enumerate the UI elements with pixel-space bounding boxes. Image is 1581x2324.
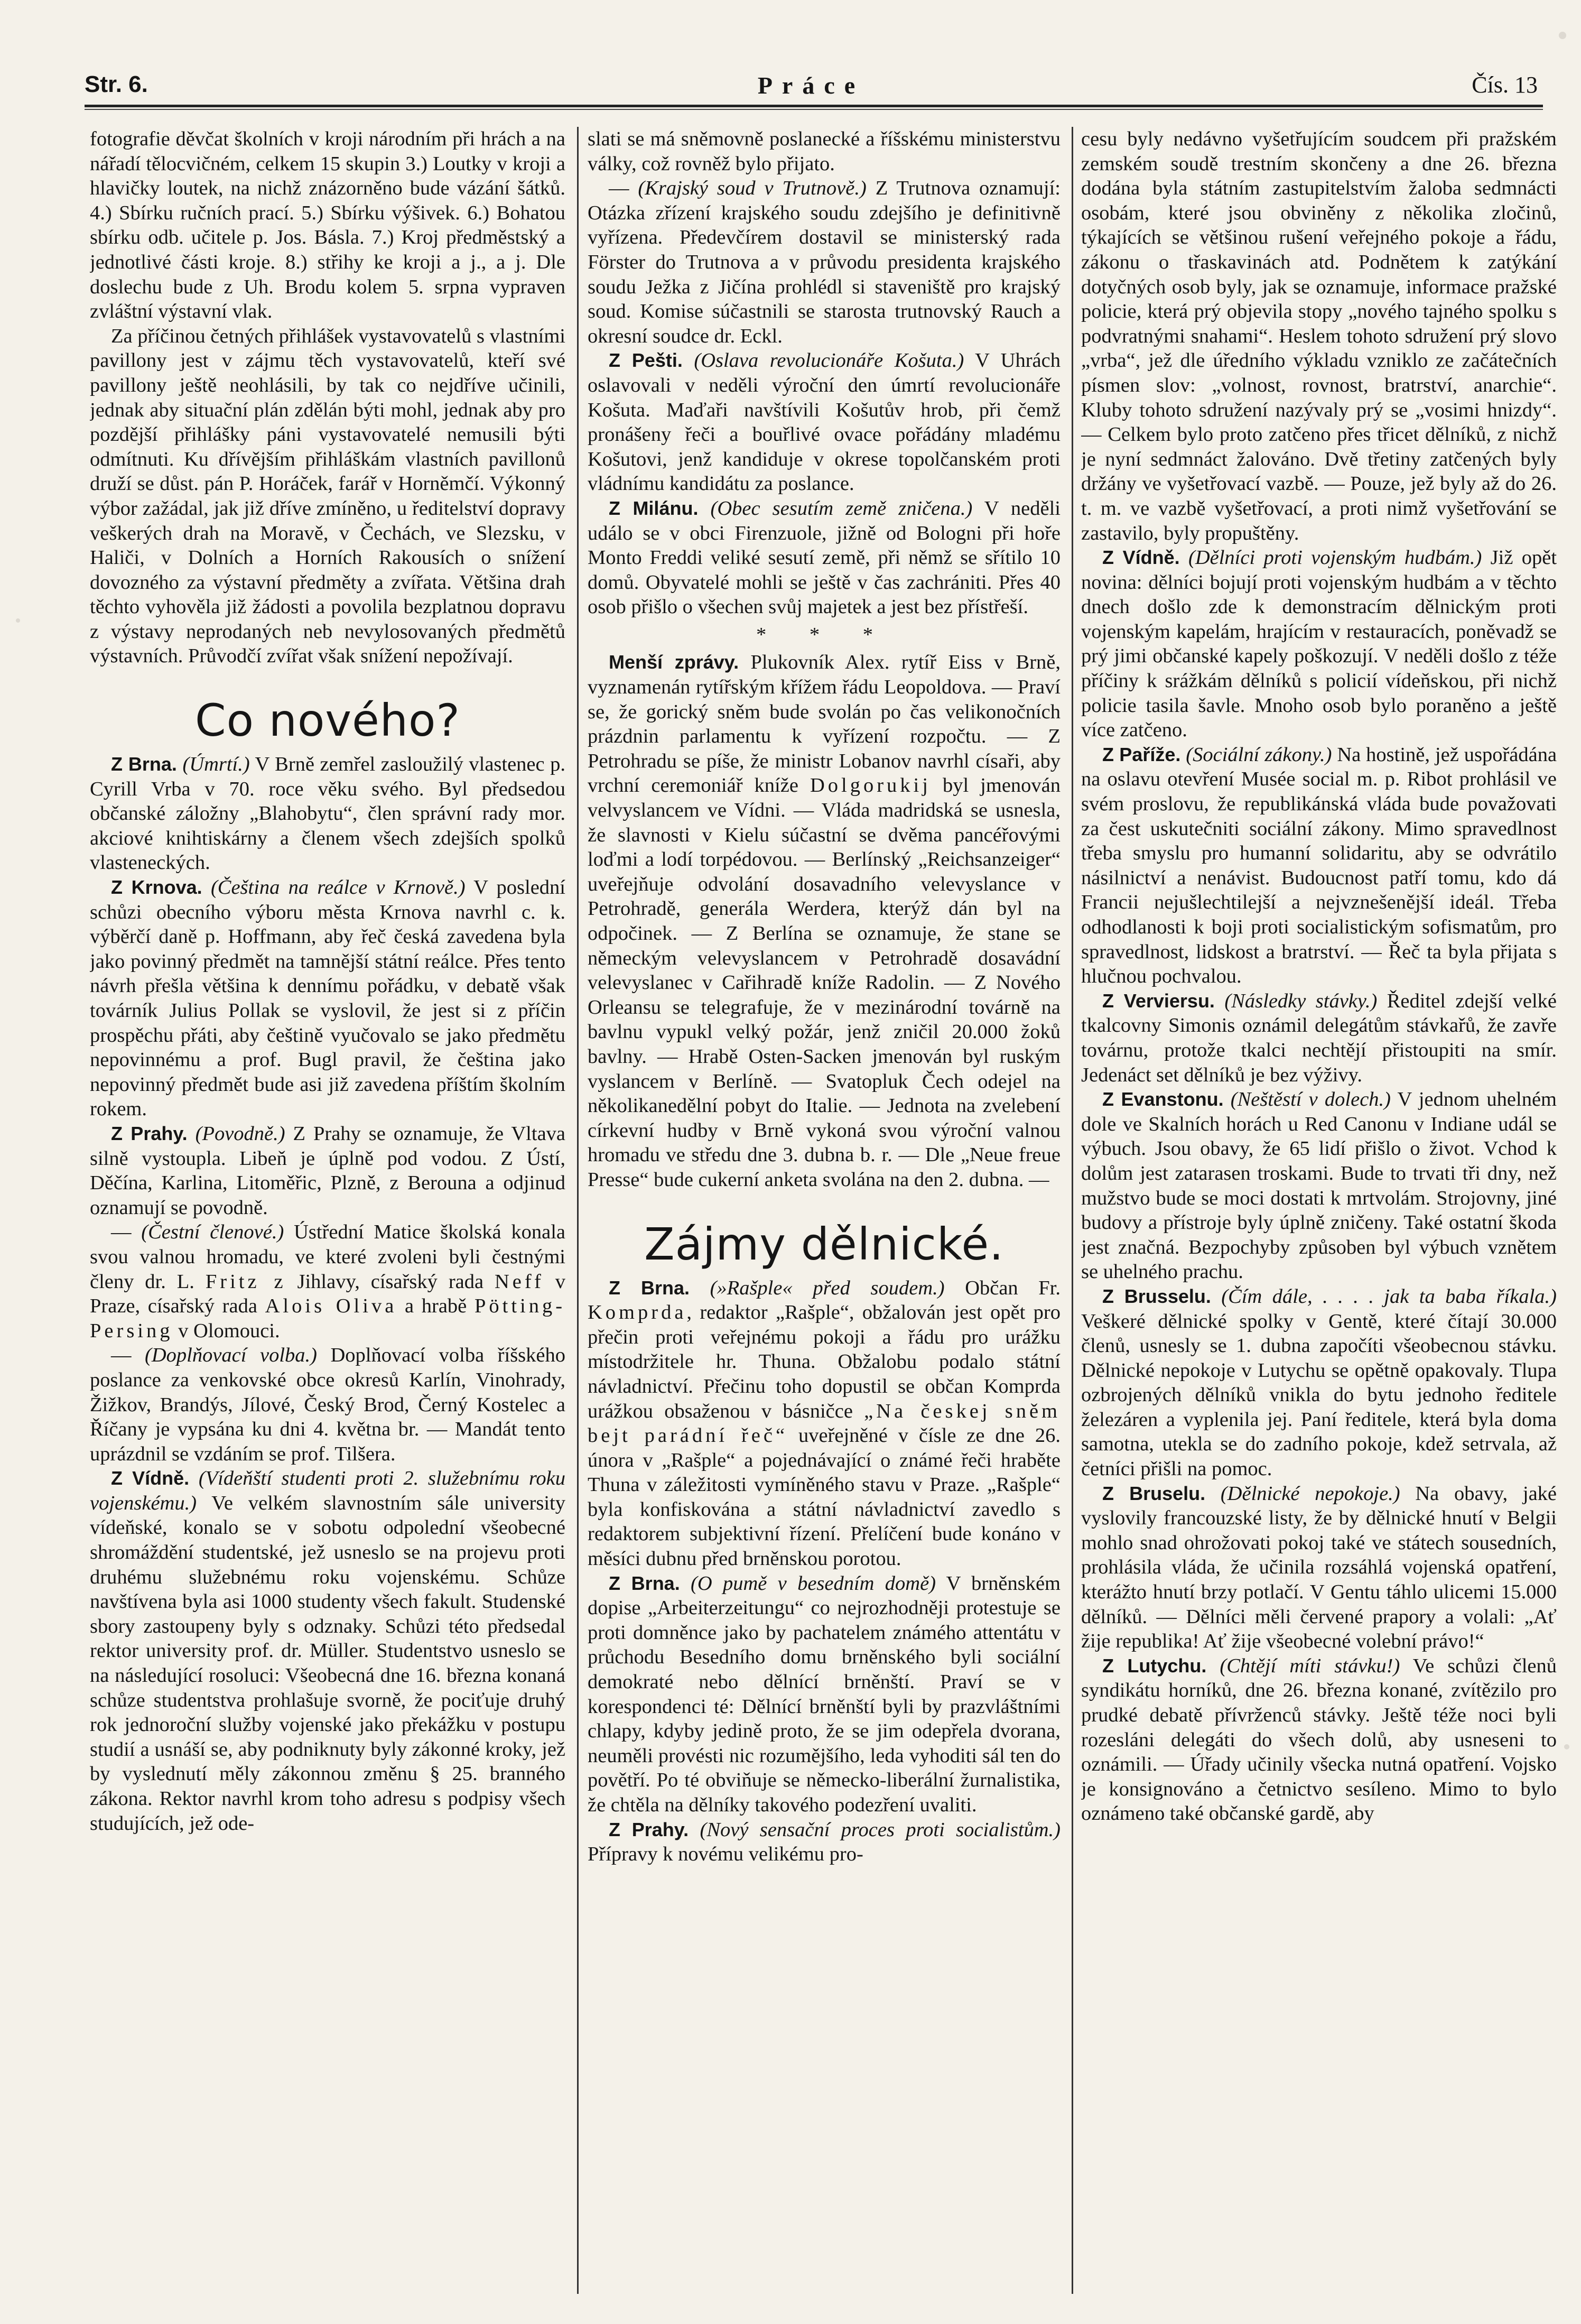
dateline: Z Pešti. [609, 349, 683, 372]
spaced-quote: „Na českej sněm bejt parádní řeč“ [588, 1400, 1061, 1447]
column-divider [1072, 127, 1073, 2294]
dateline: Z Milánu. [609, 497, 699, 519]
news-item: — (Doplňovací volba.) Doplňovací volba říšského poslance za venkovské obce okresů Karlín, Vinohrady, Žižkov, Brandýs, Jílové, Český Brod, Černý Kostelec a Říčany je vypsána ku dni 4. května br. — Mandát tento uprázdnil se vzdáním se prof. Tilšera. [90, 1344, 565, 1465]
news-item [90, 752, 565, 875]
news-item: — (Krajský soud v Trutnově.) Z Trutnova oznamují: Otázka zřízení krajského soudu zdejšího je definitivně vyřízena. Předevčírem dostavil se ministerský rada Förster do Trutnova a v průvodu presidenta krajského soudu Ježka z Jičína prohlédl si staveniště pro krajský soud. Komise súčastnili se starosta trutnovský Rauch a okresní soudce dr. Eckl. [588, 177, 1061, 347]
item-title: (Povodně.) [195, 1122, 285, 1145]
news-item [588, 1818, 1061, 1867]
section-heading: Zájmy dělnické. [644, 1218, 1004, 1270]
dateline: Z Brna. [609, 1276, 690, 1299]
page-header [85, 71, 1538, 108]
item-text: V poslední schůzi obecního výboru města Krnova navrhl c. k. výběrčí daně p. Hoffmann, aby řeč česká zavedena byla jako povinný předmět na tamnější státní reálce. Přes tento návrh přešla většina k dennímu pořádku, v debatě však továrník Julius Pollak se vyslovil, že jest si z příčin prospěchu přáti, aby češtině vyučovalo se jako předmětu nepovinnému a prof. Bugl pravil, že čeština jako nepovinný předmět bude asi již zavedena příštím školním rokem. [90, 876, 565, 1121]
item-title: (Úmrtí.) [182, 753, 250, 776]
dateline: Z Krnova. [111, 876, 202, 899]
item-text: Na hostině, jež uspořádána na oslavu otevření Musée social m. p. Ribot prohlásil ve svém proslovu, že republikánská vláda bude považovati za čest uskutečniti sociální zákony. Mimo spravedlnost třeba smyslu pro humanní solidaritu, aby se odvrátilo násilnictví a nenávist. Budoucnost patří tomu, kdo dá Francii nejušlechtilejší a nejvznešenější ideál. Třeba odhodlanosti k boji proti socialistickým sofismatům, pro spravedlnost, lidskost a bratrství. — Řeč ta byla přijata s hlučnou pochvalou. [1081, 743, 1557, 988]
column-1 [90, 127, 565, 2299]
column-3 [1081, 127, 1557, 2299]
news-item [90, 1122, 565, 1220]
dateline: Z Lutychu. [1102, 1654, 1207, 1677]
item-text: Již opět novina: dělníci bojují proti vojenským hudbám a v těchto dnech došlo zde k demonstracím dělnickým proti vojenským kapelám, hrajícím v restauracích, poněvadž se prý jimi občanské kapely poškozují. V neděli došlo z téže příčiny k srážkám dělníků s policií vídeňskou, při nichž policie tasila šavle. Mnoho osob bylo poraněno a ještě více zatčeno. [1081, 547, 1557, 742]
item-text: Přípravy k novému velikému pro- [588, 1843, 863, 1866]
item-title: (Oslava revolucionáře Košuta.) [694, 349, 964, 372]
item-text: v Olomouci. [178, 1319, 280, 1342]
news-item [1081, 1654, 1557, 1826]
item-text: uveřejněné v čísle ze dne 26. února v „Rašple“ a pojednávající o známé řeči hraběte Thuna v záležitosti vymíněného stavu v Praze. „Rašple“ byla konfiskována a státní návladnictví zavedlo s redaktorem subjektivní řízení. Přelíčení bude konáno v měsíci dubnu před brněnskou porotou. [588, 1424, 1061, 1570]
print-speck [1564, 1744, 1569, 1749]
item-title: (Čestní členové.) [141, 1221, 284, 1244]
item-text: Ve velkém slavnostním sále university vídeňské, konalo se v sobotu odpolední všeobecné shromáždění studentské, jež usneslo se na projevu proti druhému služebnému roku vojenskému. Schůze navštívena byla asi 1000 studenty všech fakult. Studenské sbory zastoupeny byly s odznaky. Schůzi této předsedal rektor university prof. dr. Müller. Studentstvo usneslo se na následující rosoluci: Všeobecná dne 16. března konaná schůze studentstva prohlašuje svorně, že pociťuje druhý rok jednoroční služby vojenské jako překážku v postupu studií a usnáší se, aby podniknuty byly zákonné kroky, jež by vyslednutí měly zákonnou změnu § 25. branného zákona. Rektor navrhl krom toho adresu s podpisy všech studujících, jež ode- [90, 1492, 565, 1835]
news-item [588, 650, 1061, 1192]
dateline: Z Bruselu. [1102, 1482, 1206, 1504]
news-item [90, 875, 565, 1122]
separator-stars: * * * [756, 623, 892, 646]
news-item: — (Čestní členové.) Ústřední Matice školská konala svou valnou hromadu, ve které zvoleni byli čestnými členy dr. L. Fritz z Jihlavy, císařský rada Neff v Praze, císařský rada Alois Oliva a hrabě Pötting-Persing v Olomouci. [90, 1221, 565, 1342]
spaced-name: Pötting-Persing [90, 1295, 565, 1342]
news-item [1081, 989, 1557, 1087]
item-text: Veškeré dělnické spolky v Gentě, které čítají 30.000 členů, usnesly se 1. dubna započíti všeobecnou stávku. Dělnické nepokoje v Lutychu se opětně opakovaly. Tlupa ozbrojených dělníků vnikla do bytu jednoho ředitele železáren a vyplenila jej. Paní ředitele, která byla doma samotna, utekla se do zadního pokoje, kdež setrvala, až četníci přišli na pomoc. [1081, 1310, 1557, 1480]
item-text: Ve schůzi členů syndikátu horníků, dne 26. března konané, zvítězilo pro prudké debatě přívrženců stávky. Ještě téže noci byli rozesláni delegáti do všech dolů, aby usneseni to oznámili. — Úřady učinily všecka nutná opatření. Vojsko je konsignováno a četnictvo sesíleno. Mimo to bylo oznámeno také občanské gardě, aby [1081, 1654, 1557, 1825]
print-speck [1559, 32, 1566, 39]
item-text: Doplňovací volba říšského poslance za venkovské obce okresů Karlín, Vinohrady, Žižkov, Brandýs, Jílové, Český Brod, Černý Kostelec a Říčany je vypsána ku dni 4. května br. — Mandát tento uprázdnil se vzdáním se prof. Tilšera. [90, 1344, 565, 1465]
news-item [588, 1276, 1061, 1571]
dateline: Z Vídně. [1102, 547, 1180, 569]
item-title: (Čeština na reálce v Krnově.) [210, 876, 466, 899]
item-title: (»Rašple« před soudem.) [710, 1276, 945, 1299]
news-item [1081, 1284, 1557, 1482]
item-text: Z Trutnova oznamují: Otázka zřízení krajského soudu zdejšího je definitivně vyřízena. Předevčírem dostavil se ministerský rada Förster do Trutnova a v průvodu presidenta krajského soudu Ježka z Jičína prohlédl si staveniště pro krajský soud. Komise súčastnili se starosta trutnovský Rauch a okresní soudce dr. Eckl. [588, 177, 1061, 347]
item-text: V Brně zemřel zasloužilý vlastenec p. Cyrill Vrba v 70. roce věku svého. Byl předsedou občanské záložny „Blahobytu“, člen správní rady mor. akciové knihtiskárny a členem všech zdejších spolků vlasteneckých. [90, 753, 565, 874]
spaced-name: Fritz z [205, 1270, 286, 1293]
news-item [90, 1466, 565, 1836]
dateline: Z Brna. [111, 753, 177, 775]
item-title: (Obec sesutím země zničena.) [710, 497, 973, 520]
dateline: Z Brusselu. [1102, 1285, 1211, 1307]
item-title: (Doplňovací volba.) [145, 1344, 317, 1367]
column-2 [588, 127, 1061, 2299]
section-heading: Co nového? [195, 695, 460, 747]
page-number: Str. 6. [85, 71, 148, 97]
item-title: (Neštěstí v dolech.) [1230, 1088, 1391, 1111]
dateline: Z Vídně. [111, 1467, 190, 1489]
news-item [588, 1571, 1061, 1818]
news-item [588, 348, 1061, 496]
spaced-name: Neff [494, 1270, 544, 1293]
paragraph: cesu byly nedávno vyšetřujícím soudcem při pražském zemském soudě trestním skončeny a dne 26. března dodána byla státním zastupitelstvím žaloba sedmnácti osobám, které jsou obviněny z několika zločinů, týkajících se většinou rušení veřejného pokoje a řádu, zákonu o třaskavinách atd. Podnětem k zatýkání dotyčných osob byly, jak se oznamuje, informace pražské policie, která prý objevila stopy „nového tajného spolku s podvratnými snahami“. Heslem tohoto sdružení prý slovo „vrba“, jež dle úředního výkladu vzniklo ze začátečních písmen slov: „volnost, rovnost, bratrství, anarchie“. Kluby tohoto sdružení nazývaly prý se „vosimi hnizdy“. — Celkem bylo proto zatčeno přes třicet dělníků, z nichž je nyní sedmnáct žalováno. Dvě třetiny zatčených byly držány ve vyšetřovací vazbě. — Pouze, jež byly až do 26. t. m. ve vazbě vyšetřovací, a proti nimž vyšetřování se zastavilo, byly propuštěny. [1081, 128, 1557, 544]
item-text: Plukovník Alex. rytíř Eiss v Brně, vyznamenán rytířským křížem řádu Leopoldova. — Praví se, že gorický sněm bude svolán po čas velikonočních prázdnin parlamentu k vyřízení rozpočtu. — Z Petrohradu se píše, že ministr Lobanov navrhl císaři, aby vrchní ceremoniář kníže [588, 651, 1061, 797]
paragraph: Za příčinou četných přihlášek vystavovatelů s vlastními pavillony jest v zájmu těch vystavovatelů, kteří své pavillony ještě neohlásili, by tak co nejdříve učinili, jednak aby situační plán zdělán býti mohl, jednak aby pro pozdější přihlášky páni vystavovatelé nemusili býti odmítnuti. Ku dřívějším přihláškám vlastních pavillonů druží se důst. pán P. Horáček, farář v Horněmčí. Výkonný výbor zažádal, jak již dříve zmíněno, u ředitelství dopravy veškerých drah na Moravě, v Čechách, ve Slezsku, v Haliči, v Dolních a Horních Rakousích o snížení dovozného za výstavní předměty a zvířata. Většina drah těchto vyhověla již žádosti a povolila bezplatnou dopravu z výstavy neprodaných neb nevylosovaných předmětů výstavních. Průvodčí zvířat však snížení nepožívají. [90, 325, 565, 668]
item-title: (Sociální zákony.) [1186, 743, 1332, 766]
spaced-name: Dolgorukij [810, 774, 931, 797]
paragraph: fotografie děvčat školních v kroji národním při hrách a na nářadí tělocvičném, celkem 15 skupin 3.) Loutky v kroji a hlavičky loutek, na nichž znázorněno bude vázání šátků. 4.) Sbírku ručních prací. 5.) Sbírku výšivek. 6.) Bohatou sbírku odb. učitele p. Jos. Básla. 7.) Kroj předměstský a jednotlivé části kroje. 8.) střihy ke kroji a j., a j. Dle doslechu bude z Uh. Brodu kolem 5. srpna vypraven zvláštní výstavní vlak. [90, 128, 565, 323]
item-text: Z Prahy se oznamuje, že Vltava silně vystoupla. Libeň je úplně pod vodou. Z Ústí, Děčína, Karlina, Litoměřic, Plzně, z Berouna a odjinud oznamují se povodně. [90, 1122, 565, 1219]
item-text: Ústřední Matice školská konala svou valnou hromadu, ve které zvoleni byli čestnými členy dr. L. [90, 1221, 565, 1293]
item-text: Na obavy, jaké vyslovily francouzské listy, že by dělnické hnutí v Belgii mohlo snad ohrožovati pokoj také ve státech sousedních, prohlásila vláda, že učinila rozsáhlá vojenská opatření, kterážto hnutí brzy potlačí. V Gentu táhlo ulicemi 15.000 dělníků. — Dělníci měli červené prapory a volali: „Ať žije republika! Ať žije všeobecné volební právo!“ [1081, 1482, 1557, 1653]
dateline: Menší zprávy. [609, 651, 739, 673]
news-item [1081, 743, 1557, 989]
item-text: V jednom uhelném dole ve Skalních horách u Red Canonu v Indiane udál se výbuch. Jsou obavy, že 65 lidí přišlo o život. Vchod k dolům jest zatarasen troskami. Bude to trvati tři dny, než mužstvo bude se moci dostati k mrtvolám. Strojovny, jiné budovy a přístroje byly úplně zničeny. Také ostatní škoda jest značná. Bezpochyby způsoben byl výbuch vznětem se uhelného prachu. [1081, 1088, 1557, 1283]
news-item [1081, 545, 1557, 743]
item-text: V neděli událo se v obci Firenzuole, jižně od Bologni při hoře Monto Freddi veliké sesutí země, při němž se sřítilo 10 domů. Obyvatelé mohli se ještě v čas zachrániti. Přes 40 osob přišlo o všechen svůj majetek a jest bez přístřeší. [588, 497, 1061, 618]
dateline: Z Paříže. [1102, 743, 1181, 765]
item-text: V Uhrách oslavovali v neděli výroční den úmrtí revolucionáře Košuta. Maďaři navštívili Košutův hrob, při čemž pronášeny řeči a bouřlivé ovace pořádány mladému Košutovi, jenž kandiduje v okrese topolčanském proti vládnímu kandidátu za poslance. [588, 349, 1061, 495]
item-text: v Praze, císařský rada [90, 1270, 565, 1318]
paragraph: slati se má sněmovně poslanecké a říšskému ministerstvu války, což rovněž bylo přijato. [588, 128, 1061, 175]
item-text: Jihlavy, císařský rada [297, 1270, 484, 1293]
masthead-title: Práce [757, 72, 865, 99]
item-title: (Nový sensační proces proti socialistům.) [700, 1818, 1061, 1841]
item-text: Ředitel zdejší velké tkalcovny Simonis oznámil delegátům stávkařů, že zavře továrnu, protože tkalci nechtějí přistoupiti na smír. Jedenáct set dělníků je bez výživy. [1081, 989, 1557, 1086]
item-title: (Chtějí míti stávku!) [1220, 1654, 1400, 1677]
item-text: V brněnském dopise „Arbeiterzeitungu“ co nejrozhodněji protestuje se proti domněnce jako by pachatelem známého attentátu v průchodu Besedního domu brněnského byli sociální demokraté nebo dělnící brněnští. Praví se v korespondenci té: Dělnící brněnští byli by prazvláštními chlapy, kdyby jedině proto, že se jim odepřela dvorana, neuměli provésti nic rozumějšího, leda vyhoditi sál ten do povětří. Po té obviňuje se německo-liberální žurnalistika, že chtěla na dělníky takového podezření uvaliti. [588, 1572, 1061, 1816]
print-speck [16, 618, 20, 623]
dateline: Z Evanstonu. [1102, 1088, 1224, 1110]
news-item [588, 496, 1061, 619]
item-title: (Vídeňští studenti proti 2. služebnímu roku vojenskému.) [90, 1467, 565, 1514]
dateline: Z Prahy. [609, 1818, 689, 1840]
issue-number: Čís. 13 [1472, 72, 1538, 98]
dateline: Z Prahy. [111, 1122, 188, 1144]
item-title: (O pumě v besedním domě) [691, 1572, 936, 1595]
header-rule-thin [85, 109, 1543, 110]
item-title: (Čím dále, . . . . jak ta baba říkala.) [1221, 1285, 1557, 1308]
dateline: Z Brna. [609, 1572, 680, 1594]
item-text: Občan Fr. [965, 1276, 1061, 1299]
item-title: (Dělnické nepokoje.) [1220, 1482, 1400, 1505]
news-item [1081, 1482, 1557, 1654]
spaced-name: Komprda [588, 1301, 687, 1324]
spaced-name: Alois Oliva [265, 1295, 397, 1318]
item-title: (Dělníci proti vojenským hudbám.) [1188, 547, 1482, 569]
item-text: byl jmenován velvyslancem ve Vídni. — Vláda madridská se usnesla, že slavnosti v Kielu súčastní se dvěma pancéřovými loďmi a lodí torpédovou. — Berlínský „Reichsanzeiger“ uveřejňuje odvolání dosavadního velevyslance v Petrohradě, generála Werdera, kterýž dán byl na odpočinek. — Z Berlína se oznamuje, že stane se německým velevyslancem v Petrohradě dosavádní velevyslanec v Cařihradě kníže Radolin. — Z Nového Orleansu se telegrafuje, že v mezinárodní továrně na bavlnu vypukl velký požár, jenž zničil 20.000 žoků bavlny. — Hrabě Osten-Sacken jmenován byl ruským vyslancem v Berlíně. — Svatopluk Čech odejel na několikanedělní pobyt do Italie. — Jednota na zvelebení církevní hudby v Brně vykoná svou výroční valnou hromadu ve středu dne 3. dubna b. r. — Dle „Neue freue Presse“ bude cukerní anketa svolána na den 2. dubna. — [588, 774, 1061, 1191]
header-rule [85, 105, 1543, 107]
item-title: (Krajský soud v Trutnově.) [638, 177, 867, 200]
news-item [1081, 1087, 1557, 1284]
column-divider [577, 127, 579, 2294]
item-title: (Následky stávky.) [1224, 989, 1378, 1012]
item-text: a hrabě [404, 1295, 467, 1318]
item-text: , redaktor „Rašple“, obžalován jest opět pro přečin proti veřejnému pokoji a řádu pro urážku místodržitele hr. Thuna. Obžalobu podalo státní návladnictví. Přečinu toho dopustil se občan Komprda urážkou obsaženou v básničce [588, 1301, 1061, 1422]
dateline: Z Verviersu. [1102, 989, 1215, 1012]
